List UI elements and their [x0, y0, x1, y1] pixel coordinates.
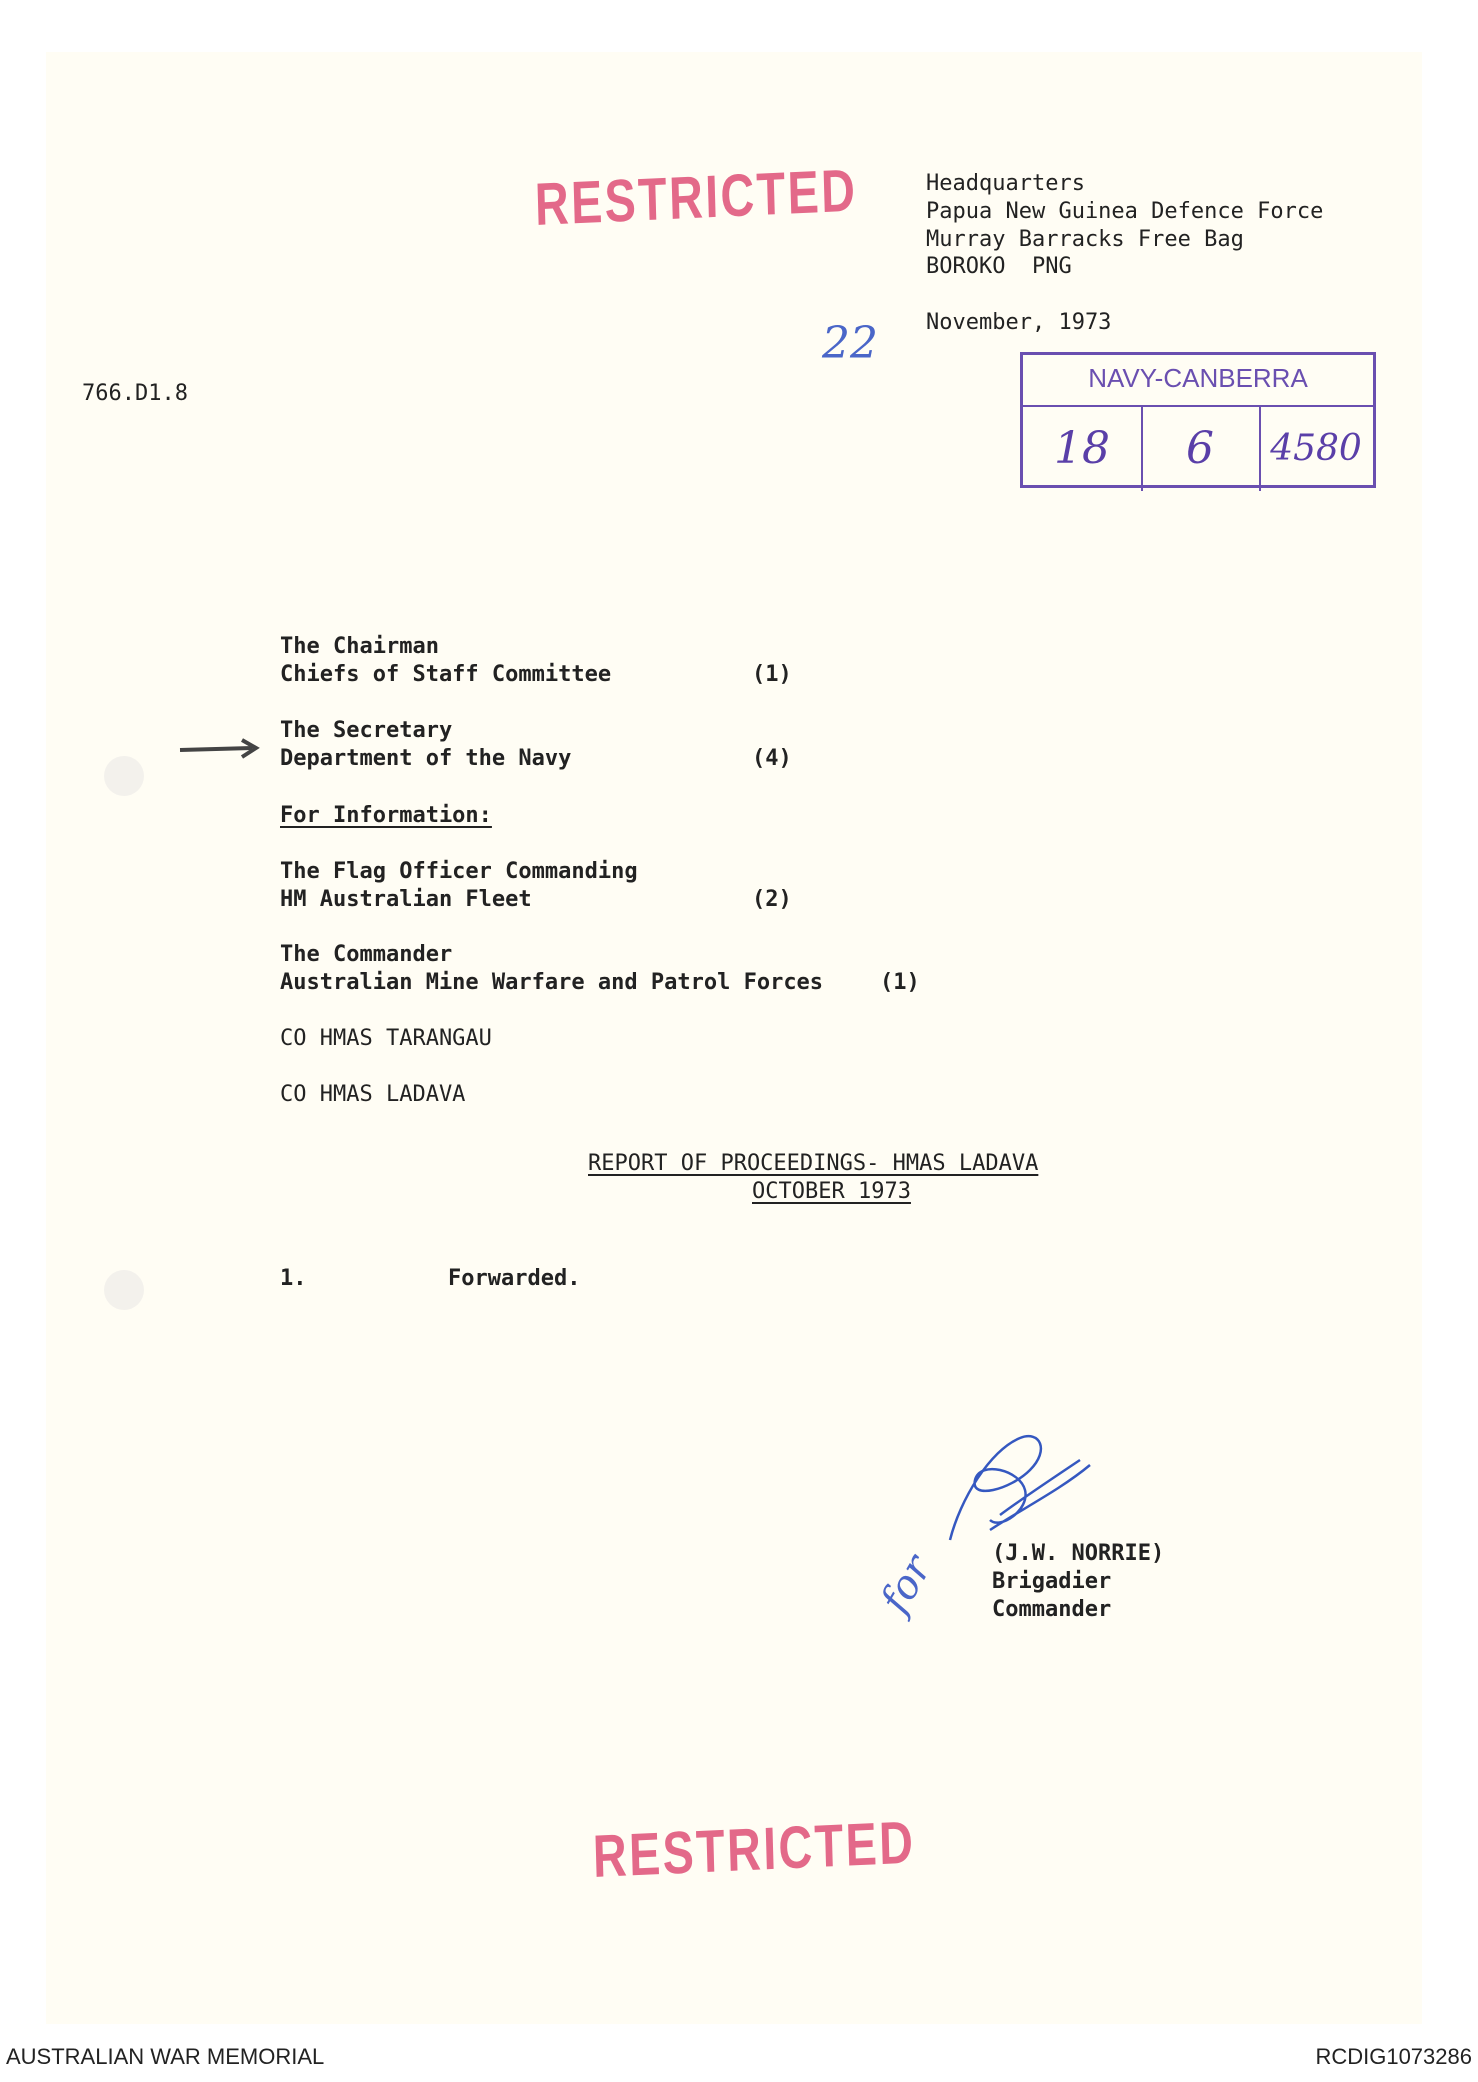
registry-stamp-cell-3: 4580: [1270, 428, 1362, 469]
punch-hole-lower: [104, 1270, 144, 1310]
registry-stamp-cell-1: 18: [1023, 407, 1143, 491]
registry-stamp-row: [1023, 405, 1373, 493]
registry-stamp-cell-2: 6: [1141, 407, 1261, 491]
recipient-2-copies: (4): [752, 746, 792, 771]
subject-line-1: REPORT OF PROCEEDINGS- HMAS LADAVA: [588, 1151, 1039, 1176]
for-information-heading: For Information:: [280, 803, 492, 828]
hq-address-line-2: Papua New Guinea Defence Force: [926, 199, 1324, 224]
arrow-icon: [178, 737, 262, 761]
recipient-1-copies: (1): [752, 662, 792, 687]
info-recipient-2-line-2: Australian Mine Warfare and Patrol Forces: [280, 970, 824, 995]
signed-for-note: for: [872, 1547, 941, 1621]
signatory-name: (J.W. NORRIE): [992, 1541, 1165, 1566]
hq-address-line-3: Murray Barracks Free Bag: [926, 227, 1244, 252]
info-recipient-1-line-2: HM Australian Fleet: [280, 887, 532, 912]
paragraph-text: Forwarded.: [448, 1266, 581, 1291]
handwritten-day: 22: [822, 318, 878, 369]
footer-archive-name: AUSTRALIAN WAR MEMORIAL: [6, 2044, 325, 2069]
paragraph-number: 1.: [280, 1266, 307, 1291]
recipient-1-line-1: The Chairman: [280, 634, 439, 659]
info-recipient-3: CO HMAS TARANGAU: [280, 1026, 492, 1051]
punch-hole-upper: [104, 756, 144, 796]
recipient-1-line-2: Chiefs of Staff Committee: [280, 662, 612, 687]
footer-record-id: RCDIG1073286: [1315, 2044, 1472, 2069]
document-page: [46, 52, 1422, 2024]
recipient-2-line-2: Department of the Navy: [280, 746, 572, 771]
restricted-stamp-top: RESTRICTED: [534, 156, 859, 238]
hq-address-line-4: BOROKO PNG: [926, 254, 1072, 279]
info-recipient-1-copies: (2): [752, 887, 792, 912]
signatory-title: Commander: [992, 1597, 1112, 1622]
restricted-stamp-bottom: RESTRICTED: [592, 1808, 917, 1890]
registry-stamp-title: NAVY-CANBERRA: [1088, 363, 1308, 393]
navy-canberra-registry-stamp: [1020, 352, 1376, 488]
info-recipient-2-line-1: The Commander: [280, 942, 453, 967]
info-recipient-2-copies: (1): [880, 970, 920, 995]
file-reference: 766.D1.8: [82, 381, 188, 406]
info-recipient-4: CO HMAS LADAVA: [280, 1082, 466, 1107]
signature-scribble: [930, 1420, 1100, 1560]
info-recipient-1-line-1: The Flag Officer Commanding: [280, 859, 638, 884]
subject-line-2: OCTOBER 1973: [752, 1179, 911, 1204]
signatory-rank: Brigadier: [992, 1569, 1112, 1594]
recipient-2-line-1: The Secretary: [280, 718, 453, 743]
letter-date: November, 1973: [926, 310, 1112, 335]
hq-address-line-1: Headquarters: [926, 171, 1085, 196]
